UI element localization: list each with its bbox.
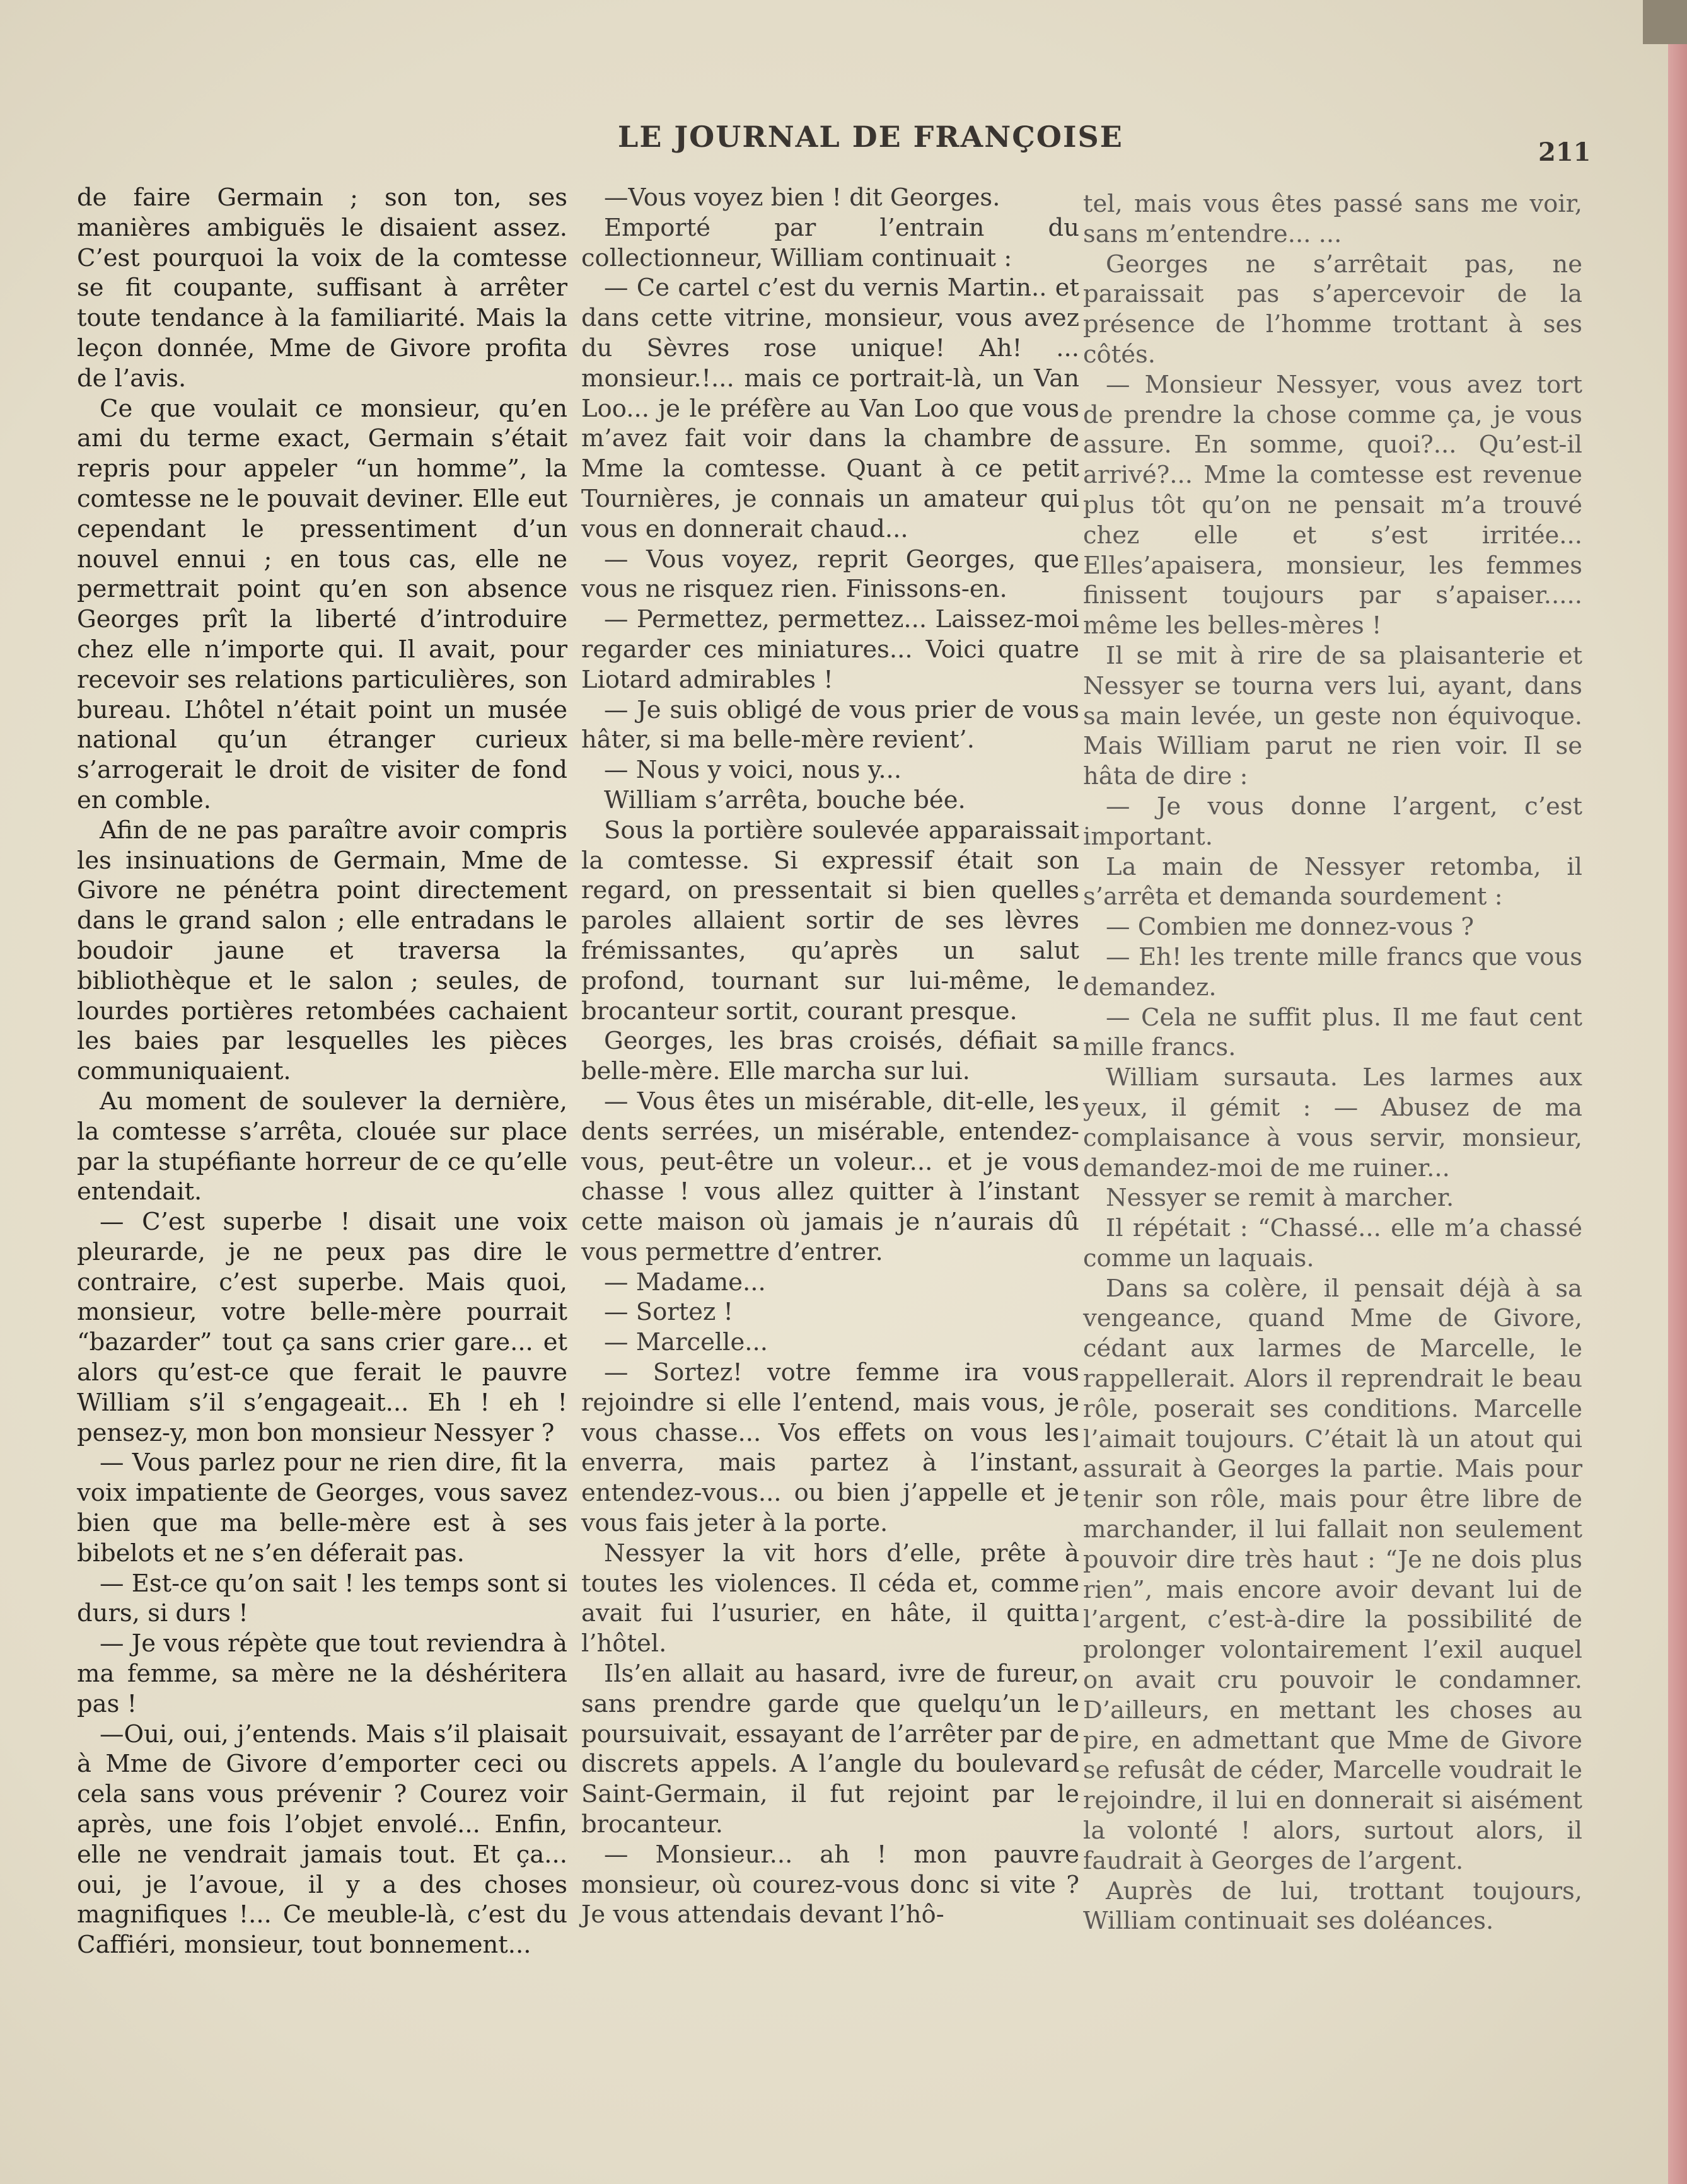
paragraph: Georges, les bras croisés, défiait sa belle-mère. Elle marcha sur lui. [581, 1027, 1079, 1086]
page-edge-right [1668, 0, 1687, 2184]
paragraph: — Ce cartel c’est du vernis Martin.. et dans cette vitrine, monsieur, vous avez du Sèvres rose unique! Ah! ... monsieur.!... mais ce portrait-là, un Van Loo... je le préfère au Van Loo que vous m’avez fait voir dans la chambre de Mme la comtesse. Quant à ce petit Tournières, je connais un amateur qui vous en donnerait chaud... [581, 274, 1079, 543]
paragraph: Georges ne s’arrêtait pas, ne paraissait pas s’apercevoir de la présence de l’homme trottant à ses côtés. [1083, 250, 1582, 369]
paragraph: — Est-ce qu’on sait ! les temps sont si durs, si durs ! [77, 1569, 568, 1628]
paragraph: Ils’en allait au hasard, ivre de fureur, sans prendre garde que quelqu’un le poursuivait, essayant de l’arrêter par de discrets appels. A l’angle du boulevard Saint-Germain, il fut rejoint par le brocanteur. [581, 1660, 1079, 1839]
paragraph: — Cela ne suffit plus. Il me faut cent mille francs. [1083, 1003, 1582, 1062]
paragraph: Emporté par l’entrain du collectionneur, William continuait : [581, 213, 1079, 272]
paragraph: — Vous êtes un misérable, dit-elle, les dents serrées, un misérable, entendez-vous, peut-être un voleur... et je vous chasse ! vous allez quitter à l’instant cette maison où jamais je n’aurais dû vous permettre d’entrer. [581, 1087, 1079, 1266]
paragraph: — Je vous répète que tout reviendra à ma femme, sa mère ne la déshéritera pas ! [77, 1629, 567, 1718]
paragraph: — Je suis obligé de vous prier de vous hâter, si ma belle-mère revient’. [581, 695, 1079, 754]
paragraph: — C’est superbe ! disait une voix pleurarde, je ne peux pas dire le contraire, c’est superbe. Mais quoi, monsieur, votre belle-mère pourrait “bazarder” tout ça sans crier gare... et alors qu’est-ce que ferait le pauvre William s’il s’engageait... Eh ! eh ! pensez-y, mon bon monsieur Nessyer ? [77, 1208, 567, 1447]
paragraph: — Madame... [604, 1268, 766, 1297]
paragraph: tel, mais vous êtes passé sans me voir, sans m’entendre... ... [1083, 190, 1582, 248]
paragraph: — Sortez ! [604, 1298, 733, 1327]
paragraph: —Oui, oui, j’entends. Mais s’il plaisait à Mme de Givore d’emporter ceci ou cela sans vous prévenir ? Courez voir après, une fois l’objet envolé... Enfin, elle ne vendrait jamais tout. Et ça... oui, je l’avoue, il y a des choses magnifiques !... Ce meuble-là, c’est du Caffiéri, monsieur, tout bonnement... [77, 1719, 567, 1960]
paragraph: Sous la portière soulevée apparaissait la comtesse. Si expressif était son regard, on pressentait si bien quelles paroles allaient sortir de ses lèvres frémissantes, qu’après un salut profond, tournant sur lui-même, le brocanteur sortit, courant presque. [581, 816, 1079, 1026]
text-column-1 [77, 183, 567, 1960]
paragraph: — Nous y voici, nous y... [604, 756, 902, 785]
paragraph: Afin de ne pas paraître avoir compris les insinuations de Germain, Mme de Givore ne pénétra point directement dans le grand salon ; elle entradans le boudoir jaune et traversa la bibliothèque et le salon ; seules, de lourdes portières retombées cachaient les baies par lesquelles les pièces communiquaient. [77, 816, 567, 1086]
paragraph: — Monsieur Nessyer, vous avez tort de prendre la chose comme ça, je vous assure. En somme, quoi?... Qu’est-il arrivé?... Mme la comtesse est revenue plus tôt qu’on ne pensait m’a trouvé chez elle et s’est irritée... Elles’apaisera, monsieur, les femmes finissent toujours par s’apaiser..... même les belles-mères ! [1083, 370, 1582, 640]
paragraph: — Eh! les trente mille francs que vous demandez. [1083, 942, 1582, 1002]
paragraph: William sursauta. Les larmes aux yeux, il gémit : — Abusez de ma complaisance à vous servir, monsieur, demandez-moi de me ruiner... [1083, 1063, 1582, 1182]
paragraph: Nessyer se remit à marcher. [1106, 1184, 1454, 1213]
paragraph: — Monsieur... ah ! mon pauvre monsieur, où courez-vous donc si vite ? Je vous attendais devant l’hô- [581, 1840, 1079, 1929]
paragraph: Dans sa colère, il pensait déjà à sa vengeance, quand Mme de Givore, cédant aux larmes de Marcelle, le rappellerait. Alors il reprendrait le beau rôle, poserait ses conditions. Marcelle l’aimait toujours. C’était là un atout qui assurait à Georges la partie. Mais pour tenir son rôle, mais pour être libre de marchander, il lui fallait non seulement pouvoir dire très haut : “Je ne dois plus rien”, mais encore avoir devant lui de l’argent, c’est-à-dire la possibilité de prolonger volontairement l’exil auquel on avait cru pouvoir le condamner. D’ailleurs, en mettant les choses au pire, en admettant que Mme de Givore se refusât de céder, Marcelle voudrait le rejoindre, il lui en donnerait si aisément la volonté ! alors, surtout alors, il faudrait à Georges de l’argent. [1083, 1274, 1582, 1875]
paragraph: — Marcelle... [604, 1328, 768, 1357]
paragraph: — Combien me donnez-vous ? [1106, 913, 1475, 942]
paragraph: — Sortez! votre femme ira vous rejoindre si elle l’entend, mais vous, je vous chasse... Vos effets on vous les enverra, mais partez à l’instant, entendez-vous... ou bien j’appelle et je vous fais jeter à la porte. [581, 1358, 1079, 1538]
paragraph: Auprès de lui, trottant toujours, William continuait ses doléances. [1083, 1876, 1582, 1936]
paragraph: — Vous parlez pour ne rien dire, fit la voix impatiente de Georges, vous savez bien que ma belle-mère est à ses bibelots et ne s’en déferait pas. [77, 1448, 567, 1568]
page-corner-shadow [1643, 0, 1687, 44]
paragraph: de faire Germain ; son ton, ses manières ambiguës le disaient assez. C’est pourquoi la voix de la comtesse se fit coupante, suffisant à arrêter toute tendance à la familiarité. Mais la leçon donnée, Mme de Givore profita de l’avis. [77, 183, 567, 393]
paragraph: Il se mit à rire de sa plaisanterie et Nessyer se tourna vers lui, ayant, dans sa main levée, un geste non équivoque. Mais William parut ne rien voir. Il se hâta de dire : [1083, 641, 1582, 791]
paragraph: La main de Nessyer retomba, il s’arrêta et demanda sourdement : [1083, 852, 1582, 911]
paragraph: — Vous voyez, reprit Georges, que vous ne risquez rien. Finissons-en. [581, 545, 1079, 604]
paragraph: Nessyer la vit hors d’elle, prête à toutes les violences. Il céda et, comme avait fui l’usurier, en hâte, il quitta l’hôtel. [581, 1539, 1079, 1658]
paragraph: Au moment de soulever la dernière, la comtesse s’arrêta, clouée sur place par la stupéfiante horreur de ce qu’elle entendait. [77, 1087, 567, 1206]
paragraph: William s’arrêta, bouche bée. [604, 785, 966, 814]
paragraph: —Vous voyez bien ! dit Georges. [604, 183, 1000, 212]
page-number: 211 [1538, 137, 1591, 167]
paragraph: Il répétait : “Chassé... elle m’a chassé comme un laquais. [1083, 1214, 1582, 1273]
paragraph: Ce que voulait ce monsieur, qu’en ami du terme exact, Germain s’était repris pour appeler “un homme”, la comtesse ne le pouvait deviner. Elle eut cependant le pressentiment d’un nouvel ennui ; en tous cas, elle ne permettrait point qu’en son absence Georges prît la liberté d’introduire chez elle n’importe qui. Il avait, pour recevoir ses relations particulières, son bureau. L’hôtel n’était point un musée national qu’un étranger curieux s’arrogerait le droit de visiter de fond en comble. [77, 394, 567, 814]
paragraph: — Permettez, permettez... Laissez-moi regarder ces miniatures... Voici quatre Liotard admirables ! [581, 605, 1079, 694]
journal-title: LE JOURNAL DE FRANÇOISE [618, 120, 1123, 154]
text-column-3 [1083, 189, 1582, 1936]
text-column-2 [581, 183, 1079, 1930]
paragraph: — Je vous donne l’argent, c’est important. [1083, 792, 1582, 851]
